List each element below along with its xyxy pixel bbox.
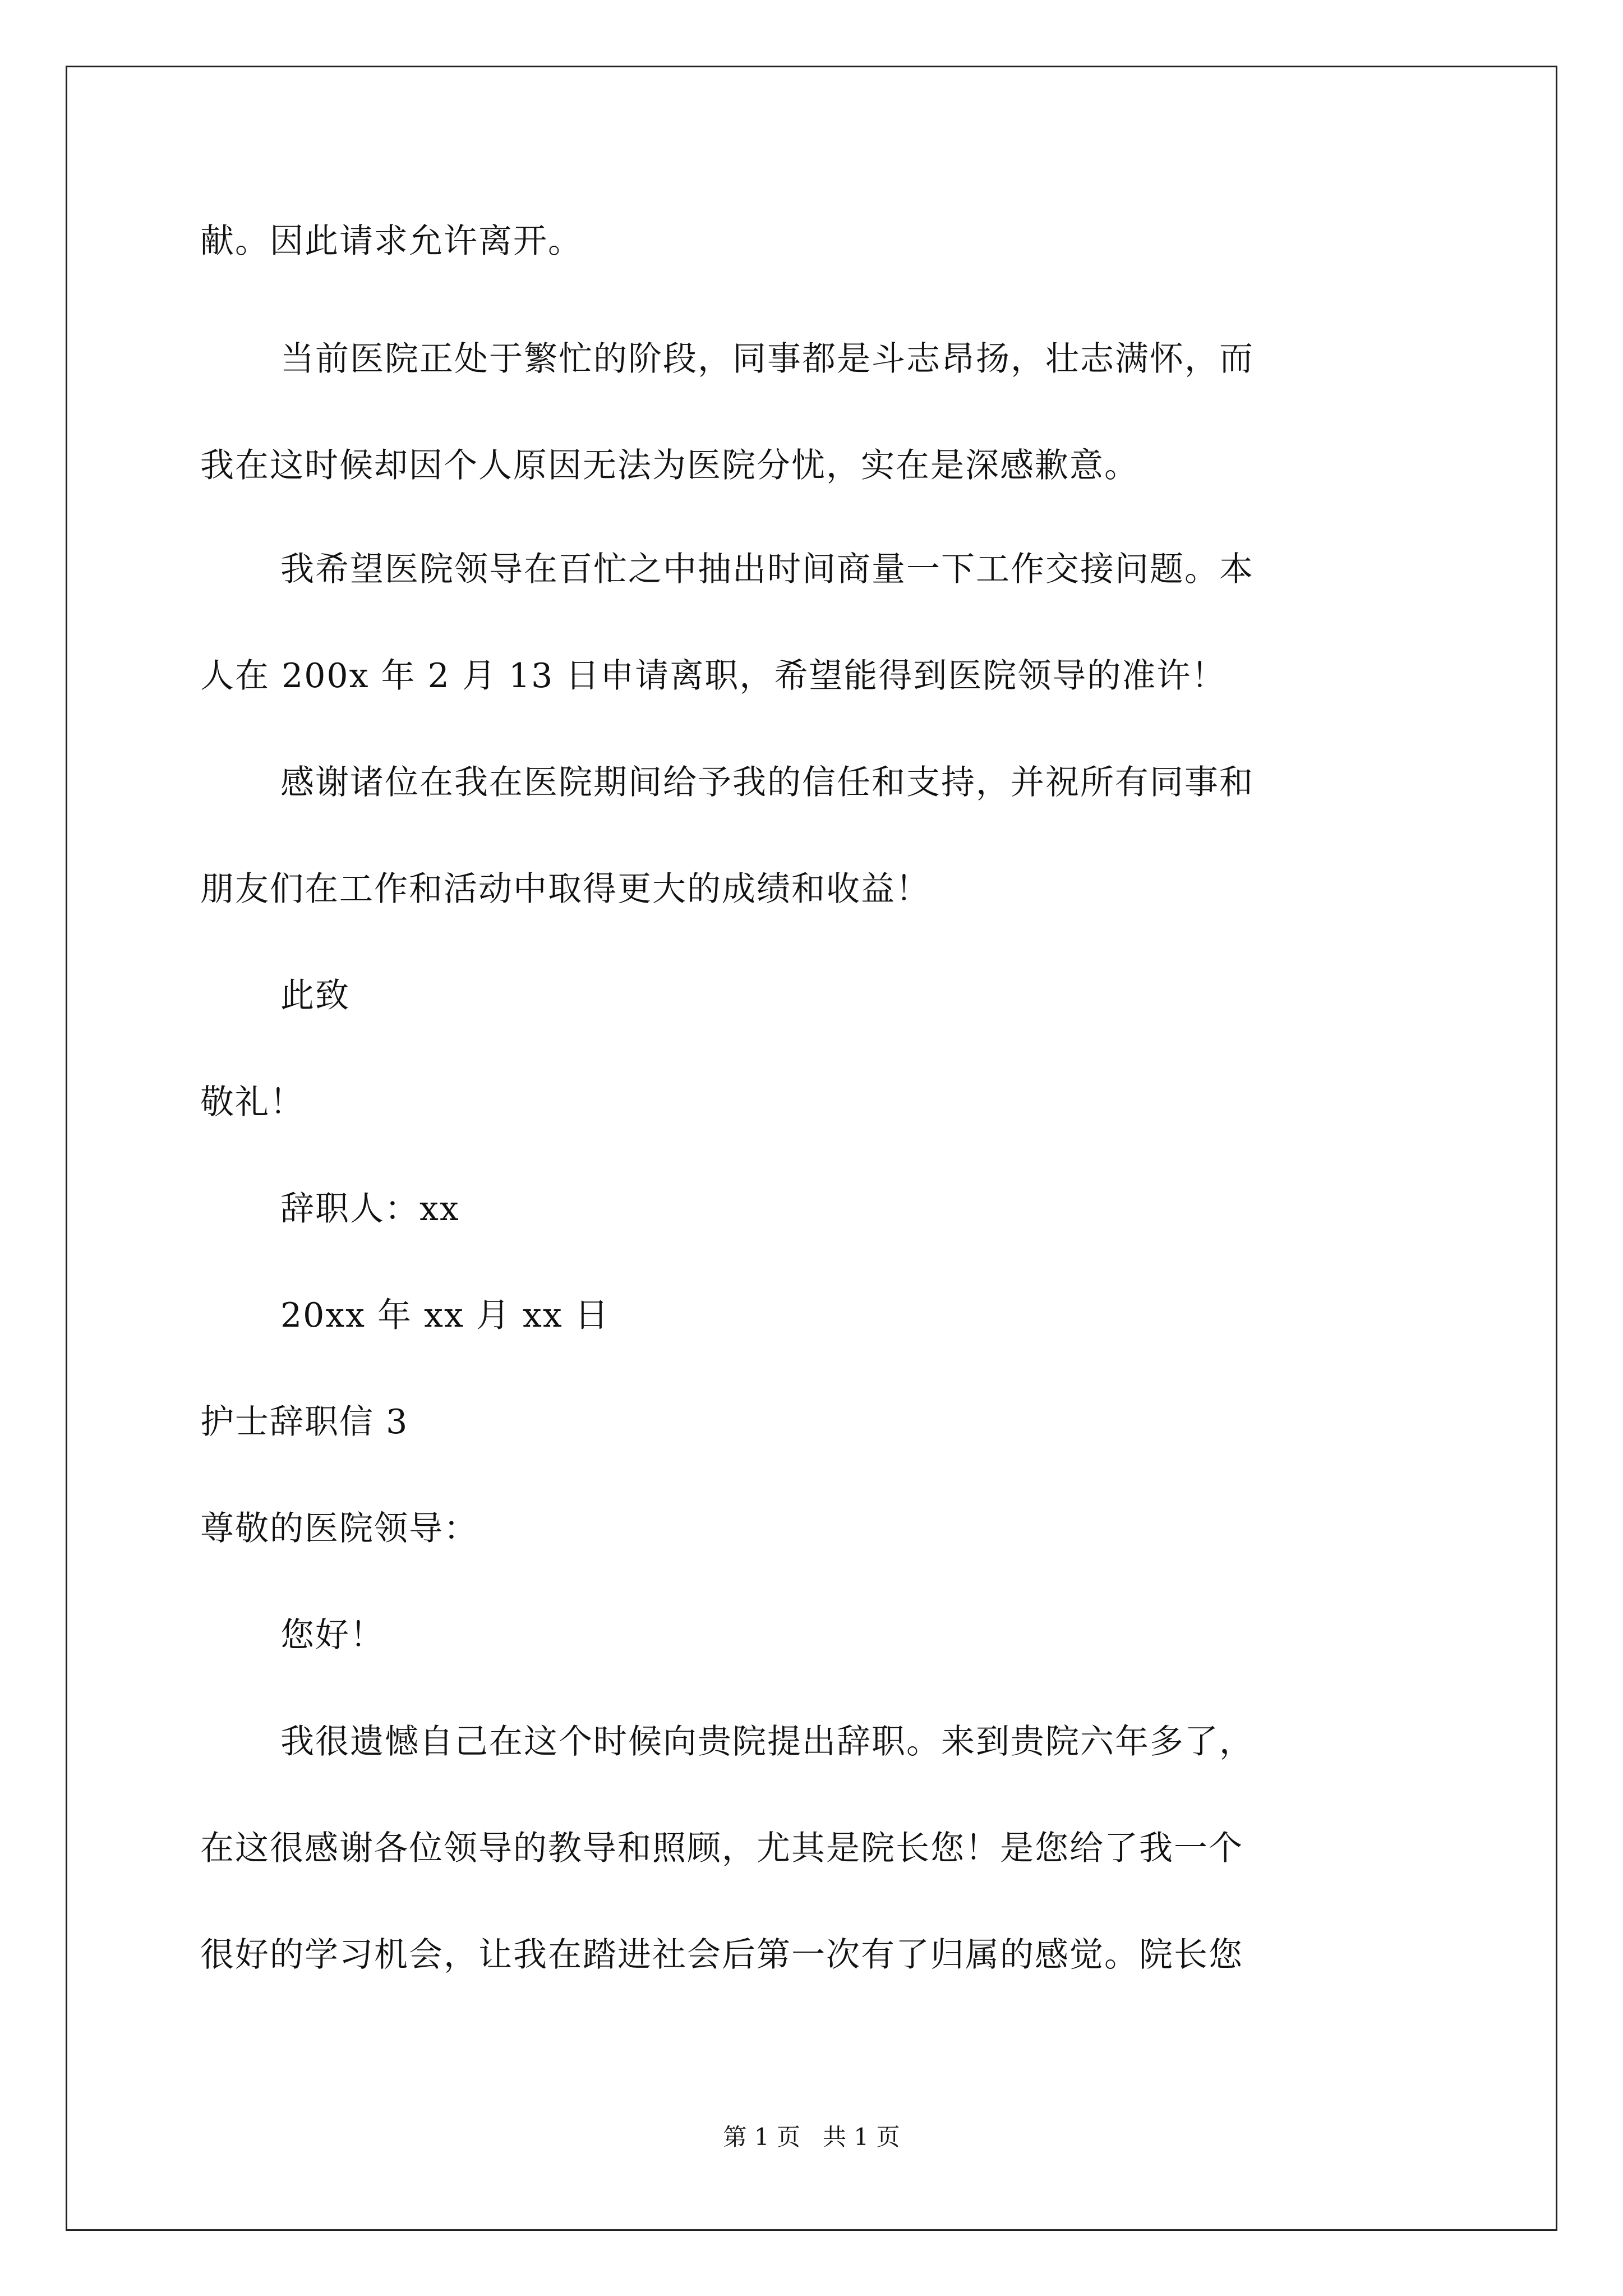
text-line-17: 很好的学习机会，让我在踏进社会后第一次有了归属的感觉。院长您 bbox=[200, 1935, 1243, 1975]
text-line-16: 在这很感谢各位领导的教导和照顾，尤其是院长您！是您给了我一个 bbox=[200, 1829, 1243, 1868]
text-line-7: 朋友们在工作和活动中取得更大的成绩和收益！ bbox=[200, 869, 930, 909]
salutation-cizhi: 此致 bbox=[280, 976, 350, 1015]
letter-greeting: 尊敬的医院领导： bbox=[200, 1509, 478, 1548]
section-heading: 护士辞职信 3 bbox=[200, 1402, 409, 1442]
text-line-2: 当前医院正处于繁忙的阶段，同事都是斗志昂扬，壮志满怀，而 bbox=[280, 339, 1254, 379]
signature-date: 20xx 年 xx 月 xx 日 bbox=[280, 1296, 610, 1335]
text-line-6: 感谢诸位在我在医院期间给予我的信任和支持，并祝所有同事和 bbox=[280, 763, 1254, 802]
text-line-15: 我很遗憾自己在这个时候向贵院提出辞职。来到贵院六年多了， bbox=[280, 1722, 1254, 1761]
text-line-4: 我希望医院领导在百忙之中抽出时间商量一下工作交接问题。本 bbox=[280, 550, 1254, 589]
signature-name: 辞职人：xx bbox=[280, 1189, 460, 1228]
page-border bbox=[66, 66, 1557, 2231]
letter-hello: 您好！ bbox=[280, 1616, 385, 1655]
text-line-3: 我在这时候却因个人原因无法为医院分忧，实在是深感歉意。 bbox=[200, 446, 1139, 485]
text-line-1: 献。因此请求允许离开。 bbox=[200, 222, 583, 261]
text-line-5: 人在 200x 年 2 月 13 日申请离职，希望能得到医院领导的准许！ bbox=[200, 656, 1227, 696]
salutation-jingli: 敬礼！ bbox=[200, 1083, 305, 1122]
page-number: 第 1 页 共 1 页 bbox=[723, 2123, 900, 2151]
